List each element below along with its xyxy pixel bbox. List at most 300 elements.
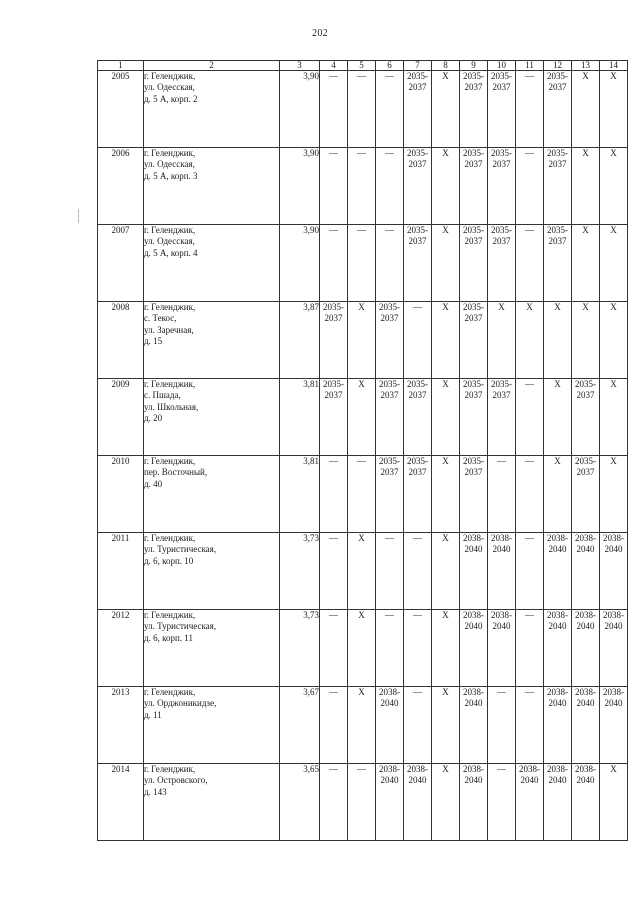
address-line: г. Геленджик, [144, 71, 196, 81]
cell-text: — [329, 456, 338, 466]
column-12-cell [544, 148, 572, 225]
cell-text: Х [582, 302, 589, 312]
table-row [98, 610, 628, 687]
cell-text: Х [554, 456, 561, 466]
column-14-cell [600, 610, 628, 687]
cell-text: 2035- 2037 [463, 71, 484, 93]
cell-text: — [329, 610, 338, 620]
column-8-cell [432, 764, 460, 841]
cell-text: — [497, 456, 506, 466]
column-14-cell [600, 148, 628, 225]
address-line: д. 143 [144, 786, 167, 797]
column-4-cell [320, 148, 348, 225]
cell-text: 2035- 2037 [407, 148, 428, 170]
column-9-cell [460, 533, 488, 610]
column-11-cell [516, 687, 544, 764]
cell-text: Х [358, 533, 365, 543]
cell-text: 2038- 2040 [547, 533, 568, 555]
value-cell: 3,90 [280, 148, 320, 225]
cell-text: — [525, 225, 534, 235]
column-header-7: 7 [404, 61, 432, 71]
cell-text: Х [582, 225, 589, 235]
column-9-cell [460, 225, 488, 302]
address-line: г. Геленджик, [144, 456, 196, 466]
column-header-14: 14 [600, 61, 628, 71]
column-6-cell [376, 302, 404, 379]
table-body [98, 71, 628, 841]
table-row [98, 379, 628, 456]
column-13-cell [572, 71, 600, 148]
cell-text: Х [610, 225, 617, 235]
table-row [98, 687, 628, 764]
column-13-cell [572, 610, 600, 687]
address-cell [144, 302, 280, 379]
cell-text: — [357, 71, 366, 81]
cell-text: — [385, 225, 394, 235]
cell-text: — [497, 764, 506, 774]
column-header-6: 6 [376, 61, 404, 71]
cell-text: Х [442, 225, 449, 235]
cell-text: — [385, 533, 394, 543]
cell-text: 2035- 2037 [323, 302, 344, 324]
address-line: ул. Школьная, [144, 401, 199, 412]
cell-text: Х [554, 302, 561, 312]
column-header-12: 12 [544, 61, 572, 71]
cell-text: 2035- 2037 [575, 456, 596, 478]
cell-text: Х [442, 379, 449, 389]
address-line: д. 40 [144, 478, 163, 489]
table-row [98, 456, 628, 533]
column-12-cell [544, 225, 572, 302]
address-line: г. Геленджик, [144, 764, 196, 774]
column-5-cell [348, 71, 376, 148]
value-cell: 3,67 [280, 687, 320, 764]
row-number: 2008 [98, 302, 144, 379]
column-8-cell [432, 302, 460, 379]
cell-text: — [525, 610, 534, 620]
address-cell [144, 225, 280, 302]
cell-text: — [525, 71, 534, 81]
column-11-cell [516, 764, 544, 841]
address-cell [144, 456, 280, 533]
column-10-cell [488, 148, 516, 225]
value-cell: 3,81 [280, 456, 320, 533]
cell-text: 2038- 2040 [547, 687, 568, 709]
column-6-cell [376, 148, 404, 225]
value-cell: 3,90 [280, 71, 320, 148]
cell-text: 2038- 2040 [575, 764, 596, 786]
table-row [98, 302, 628, 379]
cell-text: Х [526, 302, 533, 312]
column-7-cell [404, 687, 432, 764]
cell-text: 2035- 2037 [547, 225, 568, 247]
cell-text: 2035- 2037 [575, 379, 596, 401]
column-6-cell [376, 379, 404, 456]
column-13-cell [572, 533, 600, 610]
column-8-cell [432, 148, 460, 225]
column-12-cell [544, 764, 572, 841]
column-8-cell [432, 687, 460, 764]
column-10-cell [488, 225, 516, 302]
column-10-cell [488, 610, 516, 687]
column-12-cell [544, 302, 572, 379]
column-6-cell [376, 764, 404, 841]
row-number: 2007 [98, 225, 144, 302]
address-line: д. 6, корп. 11 [144, 632, 193, 643]
column-13-cell [572, 302, 600, 379]
cell-text: 2038- 2040 [603, 533, 624, 555]
column-10-cell [488, 764, 516, 841]
cell-text: 2038- 2040 [463, 687, 484, 709]
address-line: ул. Туристическая, [144, 544, 217, 555]
column-7-cell [404, 456, 432, 533]
address-line: г. Геленджик, [144, 225, 196, 235]
cell-text: Х [442, 148, 449, 158]
cell-text: 2038- 2040 [519, 764, 540, 786]
cell-text: Х [358, 379, 365, 389]
address-line: д. 5 А, корп. 3 [144, 170, 198, 181]
column-8-cell [432, 533, 460, 610]
column-13-cell [572, 225, 600, 302]
column-7-cell [404, 148, 432, 225]
address-line: г. Геленджик, [144, 379, 196, 389]
cell-text: — [329, 764, 338, 774]
column-12-cell [544, 71, 572, 148]
address-line: с. Пшада, [144, 390, 181, 401]
row-number: 2006 [98, 148, 144, 225]
cell-text: — [413, 533, 422, 543]
cell-text: — [329, 225, 338, 235]
column-9-cell [460, 456, 488, 533]
cell-text: Х [610, 379, 617, 389]
column-5-cell [348, 302, 376, 379]
column-13-cell [572, 764, 600, 841]
column-7-cell [404, 302, 432, 379]
value-cell: 3,73 [280, 533, 320, 610]
address-line: г. Геленджик, [144, 687, 196, 697]
cell-text: — [413, 687, 422, 697]
column-9-cell [460, 379, 488, 456]
column-6-cell [376, 533, 404, 610]
cell-text: — [357, 764, 366, 774]
cell-text: Х [358, 302, 365, 312]
address-line: г. Геленджик, [144, 302, 196, 312]
column-4-cell [320, 71, 348, 148]
column-5-cell [348, 764, 376, 841]
cell-text: 2038- 2040 [463, 764, 484, 786]
column-header-13: 13 [572, 61, 600, 71]
address-line: д. 11 [144, 709, 162, 720]
cell-text: Х [358, 687, 365, 697]
column-14-cell [600, 687, 628, 764]
cell-text: 2035- 2037 [379, 456, 400, 478]
cell-text: 2035- 2037 [407, 379, 428, 401]
cell-text: 2038- 2040 [575, 533, 596, 555]
cell-text: 2038- 2040 [491, 533, 512, 555]
register-table [97, 60, 628, 841]
table-row [98, 225, 628, 302]
column-7-cell [404, 764, 432, 841]
address-line: ул. Одесская, [144, 82, 195, 93]
cell-text: 2035- 2037 [463, 302, 484, 324]
cell-text: Х [610, 71, 617, 81]
column-9-cell [460, 764, 488, 841]
value-cell: 3,87 [280, 302, 320, 379]
cell-text: 2038- 2040 [603, 687, 624, 709]
cell-text: — [329, 148, 338, 158]
column-5-cell [348, 379, 376, 456]
column-11-cell [516, 533, 544, 610]
cell-text: Х [610, 456, 617, 466]
column-14-cell [600, 456, 628, 533]
address-line: с. Текос, [144, 313, 177, 324]
cell-text: — [497, 687, 506, 697]
row-number: 2013 [98, 687, 144, 764]
cell-text: Х [442, 456, 449, 466]
address-line: ул. Одесская, [144, 159, 195, 170]
cell-text: 2035- 2037 [491, 379, 512, 401]
column-12-cell [544, 610, 572, 687]
cell-text: Х [442, 610, 449, 620]
cell-text: 2035- 2037 [463, 225, 484, 247]
column-4-cell [320, 610, 348, 687]
column-10-cell [488, 71, 516, 148]
column-11-cell [516, 71, 544, 148]
address-cell [144, 533, 280, 610]
cell-text: — [385, 71, 394, 81]
column-header-2: 2 [144, 61, 280, 71]
column-14-cell [600, 533, 628, 610]
column-7-cell [404, 379, 432, 456]
cell-text: — [385, 148, 394, 158]
address-line: д. 15 [144, 335, 163, 346]
cell-text: — [329, 533, 338, 543]
cell-text: 2035- 2037 [379, 302, 400, 324]
column-4-cell [320, 533, 348, 610]
cell-text: 2035- 2037 [463, 456, 484, 478]
address-line: д. 6, корп. 10 [144, 555, 194, 566]
column-6-cell [376, 225, 404, 302]
table-row [98, 764, 628, 841]
address-line: д. 20 [144, 412, 163, 423]
column-7-cell [404, 225, 432, 302]
column-14-cell [600, 379, 628, 456]
address-cell [144, 379, 280, 456]
row-number: 2014 [98, 764, 144, 841]
cell-text: Х [442, 687, 449, 697]
value-cell: 3,73 [280, 610, 320, 687]
cell-text: 2035- 2037 [547, 148, 568, 170]
address-line: г. Геленджик, [144, 148, 196, 158]
column-header-8: 8 [432, 61, 460, 71]
column-4-cell [320, 687, 348, 764]
column-11-cell [516, 148, 544, 225]
column-5-cell [348, 456, 376, 533]
column-9-cell [460, 71, 488, 148]
address-cell [144, 610, 280, 687]
column-6-cell [376, 687, 404, 764]
address-line: г. Геленджик, [144, 610, 196, 620]
column-10-cell [488, 379, 516, 456]
column-14-cell [600, 225, 628, 302]
column-4-cell [320, 456, 348, 533]
address-line: пер. Восточный, [144, 467, 208, 478]
row-number: 2012 [98, 610, 144, 687]
cell-text: 2038- 2040 [575, 610, 596, 632]
column-11-cell [516, 610, 544, 687]
cell-text: — [413, 302, 422, 312]
column-5-cell [348, 148, 376, 225]
header-row [98, 61, 628, 71]
column-13-cell [572, 687, 600, 764]
cell-text: — [329, 71, 338, 81]
column-7-cell [404, 533, 432, 610]
margin-mark [78, 209, 79, 223]
cell-text: 2035- 2037 [407, 225, 428, 247]
cell-text: 2035- 2037 [547, 71, 568, 93]
cell-text: — [525, 533, 534, 543]
column-8-cell [432, 379, 460, 456]
column-4-cell [320, 379, 348, 456]
cell-text: — [525, 379, 534, 389]
address-line: д. 5 А, корп. 4 [144, 247, 198, 258]
cell-text: Х [610, 302, 617, 312]
column-header-3: 3 [280, 61, 320, 71]
address-line: ул. Туристическая, [144, 621, 217, 632]
cell-text: 2038- 2040 [407, 764, 428, 786]
column-12-cell [544, 379, 572, 456]
column-4-cell [320, 302, 348, 379]
column-header-4: 4 [320, 61, 348, 71]
column-14-cell [600, 71, 628, 148]
value-cell: 3,81 [280, 379, 320, 456]
column-12-cell [544, 456, 572, 533]
cell-text: Х [442, 533, 449, 543]
cell-text: Х [582, 71, 589, 81]
cell-text: 2035- 2037 [407, 71, 428, 93]
column-6-cell [376, 610, 404, 687]
column-9-cell [460, 610, 488, 687]
column-4-cell [320, 225, 348, 302]
cell-text: — [357, 225, 366, 235]
column-14-cell [600, 764, 628, 841]
column-11-cell [516, 379, 544, 456]
column-5-cell [348, 533, 376, 610]
address-line: ул. Одесская, [144, 236, 195, 247]
column-10-cell [488, 687, 516, 764]
address-cell [144, 71, 280, 148]
column-9-cell [460, 148, 488, 225]
cell-text: — [413, 610, 422, 620]
cell-text: Х [610, 148, 617, 158]
column-5-cell [348, 687, 376, 764]
column-6-cell [376, 71, 404, 148]
cell-text: — [525, 456, 534, 466]
table-row [98, 71, 628, 148]
address-line: ул. Орджоникидзе, [144, 698, 217, 709]
column-4-cell [320, 764, 348, 841]
cell-text: — [357, 456, 366, 466]
cell-text: Х [442, 71, 449, 81]
column-8-cell [432, 71, 460, 148]
cell-text: 2035- 2037 [407, 456, 428, 478]
cell-text: 2035- 2037 [323, 379, 344, 401]
row-number: 2011 [98, 533, 144, 610]
column-header-10: 10 [488, 61, 516, 71]
column-10-cell [488, 302, 516, 379]
column-9-cell [460, 687, 488, 764]
cell-text: 2035- 2037 [379, 379, 400, 401]
cell-text: Х [554, 379, 561, 389]
address-cell [144, 687, 280, 764]
cell-text: 2038- 2040 [575, 687, 596, 709]
cell-text: Х [442, 764, 449, 774]
cell-text: 2038- 2040 [547, 610, 568, 632]
cell-text: 2035- 2037 [463, 379, 484, 401]
cell-text: 2038- 2040 [491, 610, 512, 632]
column-9-cell [460, 302, 488, 379]
column-10-cell [488, 533, 516, 610]
column-7-cell [404, 71, 432, 148]
cell-text: 2038- 2040 [463, 533, 484, 555]
address-cell [144, 764, 280, 841]
cell-text: Х [358, 610, 365, 620]
table-row [98, 148, 628, 225]
cell-text: — [525, 148, 534, 158]
column-7-cell [404, 610, 432, 687]
column-11-cell [516, 225, 544, 302]
column-13-cell [572, 456, 600, 533]
column-8-cell [432, 610, 460, 687]
column-12-cell [544, 687, 572, 764]
column-5-cell [348, 225, 376, 302]
column-12-cell [544, 533, 572, 610]
column-header-1: 1 [98, 61, 144, 71]
column-11-cell [516, 302, 544, 379]
value-cell: 3,65 [280, 764, 320, 841]
column-13-cell [572, 148, 600, 225]
column-11-cell [516, 456, 544, 533]
column-header-9: 9 [460, 61, 488, 71]
cell-text: 2035- 2037 [463, 148, 484, 170]
column-8-cell [432, 456, 460, 533]
row-number: 2005 [98, 71, 144, 148]
address-line: г. Геленджик, [144, 533, 196, 543]
cell-text: 2038- 2040 [463, 610, 484, 632]
column-14-cell [600, 302, 628, 379]
value-cell: 3,90 [280, 225, 320, 302]
cell-text: — [357, 148, 366, 158]
cell-text: 2038- 2040 [379, 687, 400, 709]
cell-text: Х [498, 302, 505, 312]
cell-text: — [329, 687, 338, 697]
cell-text: 2038- 2040 [603, 610, 624, 632]
cell-text: 2035- 2037 [491, 225, 512, 247]
cell-text: — [525, 687, 534, 697]
cell-text: 2035- 2037 [491, 148, 512, 170]
cell-text: 2038- 2040 [379, 764, 400, 786]
column-13-cell [572, 379, 600, 456]
column-header-11: 11 [516, 61, 544, 71]
row-number: 2010 [98, 456, 144, 533]
address-cell [144, 148, 280, 225]
cell-text: Х [442, 302, 449, 312]
column-header-5: 5 [348, 61, 376, 71]
row-number: 2009 [98, 379, 144, 456]
cell-text: Х [582, 148, 589, 158]
column-8-cell [432, 225, 460, 302]
column-5-cell [348, 610, 376, 687]
